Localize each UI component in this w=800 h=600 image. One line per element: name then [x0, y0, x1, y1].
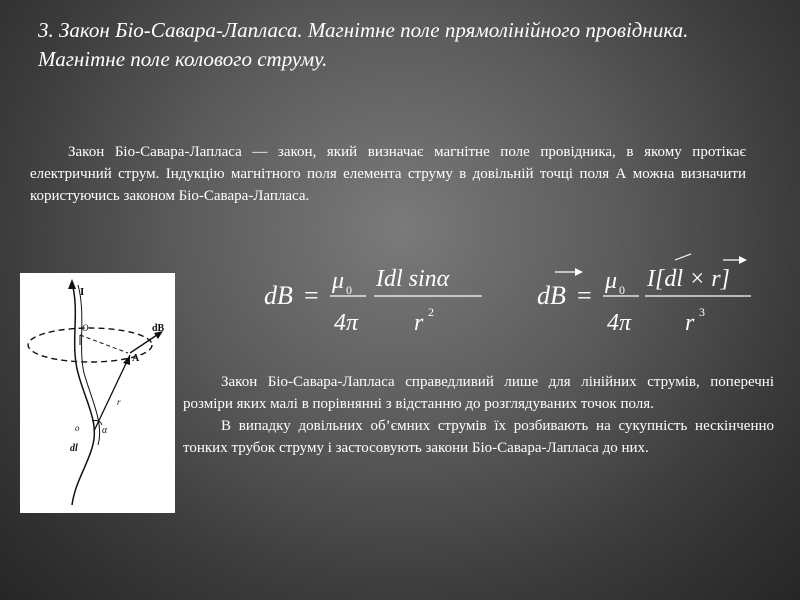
label-alpha: α — [102, 425, 108, 436]
formula-vector — [535, 250, 755, 350]
f2-mu: μ — [605, 268, 618, 294]
f1-mu: μ — [332, 268, 345, 294]
f2-num: I[dl × r] — [647, 266, 730, 292]
note-text-2: В випадку довільних об’ємних струмів їх розбивають на сукупність нескінченно тонких трубок струму і застосовують закони Біо-Савара-Лапласа до них. — [183, 418, 774, 456]
f1-den-right: r — [414, 310, 424, 336]
label-point-a: A — [132, 353, 140, 364]
r-vector — [94, 355, 130, 431]
formula-scalar — [262, 250, 487, 350]
label-o2: o — [75, 423, 80, 433]
db-vector — [130, 333, 160, 353]
f1-lhs: dB — [264, 281, 293, 310]
formula-vector-svg — [535, 250, 755, 350]
f2-vec-db-arrow-icon — [575, 268, 583, 276]
f2-vec-dl-line — [675, 254, 691, 260]
intro-text: Закон Біо-Савара-Лапласа — закон, який визначає магнітне поле провідника, в якому протікає електричний струм. Індукцію магнітного поля елемента струму в довільній точці поля А можна визначити користуючись законом Біо-Савара-Лапласа. — [30, 144, 746, 204]
label-origin: O — [82, 323, 89, 333]
label-r: r — [117, 397, 121, 407]
f2-vec-r-arrow-icon — [739, 256, 747, 264]
f2-den-right: r — [685, 310, 695, 336]
f1-eq: = — [304, 281, 319, 310]
note-text-1: Закон Біо-Савара-Лапласа справедливий лише для лінійних струмів, поперечні розміри яких малі в порівнянні з відстанню до розглядуваних точок поля. — [183, 374, 774, 412]
formula-scalar-svg — [262, 250, 487, 350]
diagram-svg — [20, 273, 175, 513]
slide-title: 3. Закон Біо-Савара-Лапласа. Магнітне поле прямолінійного провідника. Магнітне поле колового струму. — [38, 18, 689, 71]
f2-den-exp: 3 — [699, 305, 705, 319]
f1-den-left: 4π — [334, 310, 359, 336]
f2-eq: = — [577, 281, 592, 310]
f2-lhs: dB — [537, 281, 566, 310]
label-current: I — [80, 286, 85, 298]
f1-num: Idl sinα — [376, 266, 450, 292]
current-arrow-icon — [68, 279, 76, 289]
r-arrow-icon — [123, 355, 130, 365]
label-dl: dl — [70, 443, 78, 454]
biot-savart-diagram — [20, 273, 175, 513]
f1-den-exp: 2 — [428, 305, 434, 319]
intro-paragraph — [30, 141, 746, 207]
radius-line — [80, 335, 128, 353]
f1-mu-sub: 0 — [346, 283, 352, 297]
note-paragraph — [183, 371, 774, 459]
f2-den-left: 4π — [607, 310, 632, 336]
f2-mu-sub: 0 — [619, 283, 625, 297]
label-db: dB — [152, 323, 165, 334]
